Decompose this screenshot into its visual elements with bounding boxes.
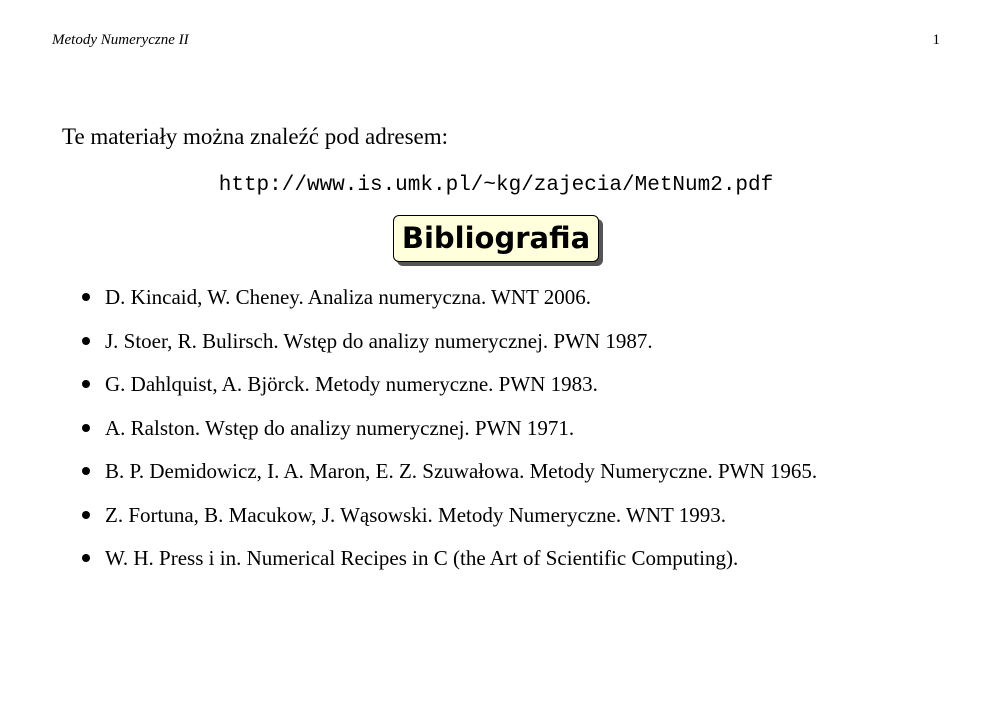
materials-url[interactable]: http://www.is.umk.pl/~kg/zajecia/MetNum2.pdf [218,174,774,197]
bullet-icon [82,511,90,519]
bibliography-item [82,282,817,326]
bullet-icon [82,554,90,562]
bibliography-item [82,543,817,587]
section-heading-container [0,215,992,262]
bibliography-list [82,282,817,587]
bibliography-item [82,500,817,544]
intro-text: Te materiały można znaleźć pod adresem: [62,124,449,149]
bibliography-item-text: J. Stoer, R. Bulirsch. Wstęp do analizy numerycznej. PWN 1987. [105,328,653,353]
bibliography-item [82,413,817,457]
bibliography-item-text: D. Kincaid, W. Cheney. Analiza numeryczna. WNT 2006. [105,285,591,309]
page-number: 1 [932,32,940,48]
bullet-icon [82,467,90,475]
bibliography-item [82,456,817,500]
bibliography-item-text: Z. Fortuna, B. Macukow, J. Wąsowski. Metody Numeryczne. WNT 1993. [105,502,726,527]
bibliography-item [82,326,817,370]
running-title: Metody Numeryczne II [52,32,189,48]
bibliography-item-text: W. H. Press i in. Numerical Recipes in C (the Art of Scientific Computing). [105,546,739,570]
bibliography-item-text: A. Ralston. Wstęp do analizy numerycznej. PWN 1971. [105,415,575,440]
bullet-icon [82,337,90,345]
bullet-icon [82,424,90,432]
bibliography-item-text: B. P. Demidowicz, I. A. Maron, E. Z. Szuwałowa. Metody Numeryczne. PWN 1965. [105,459,818,483]
section-heading: Bibliografia [393,215,599,262]
bibliography-item-text: G. Dahlquist, A. Björck. Metody numeryczne. PWN 1983. [105,372,598,396]
bullet-icon [82,293,90,301]
bullet-icon [82,380,90,388]
bibliography-item [82,369,817,413]
